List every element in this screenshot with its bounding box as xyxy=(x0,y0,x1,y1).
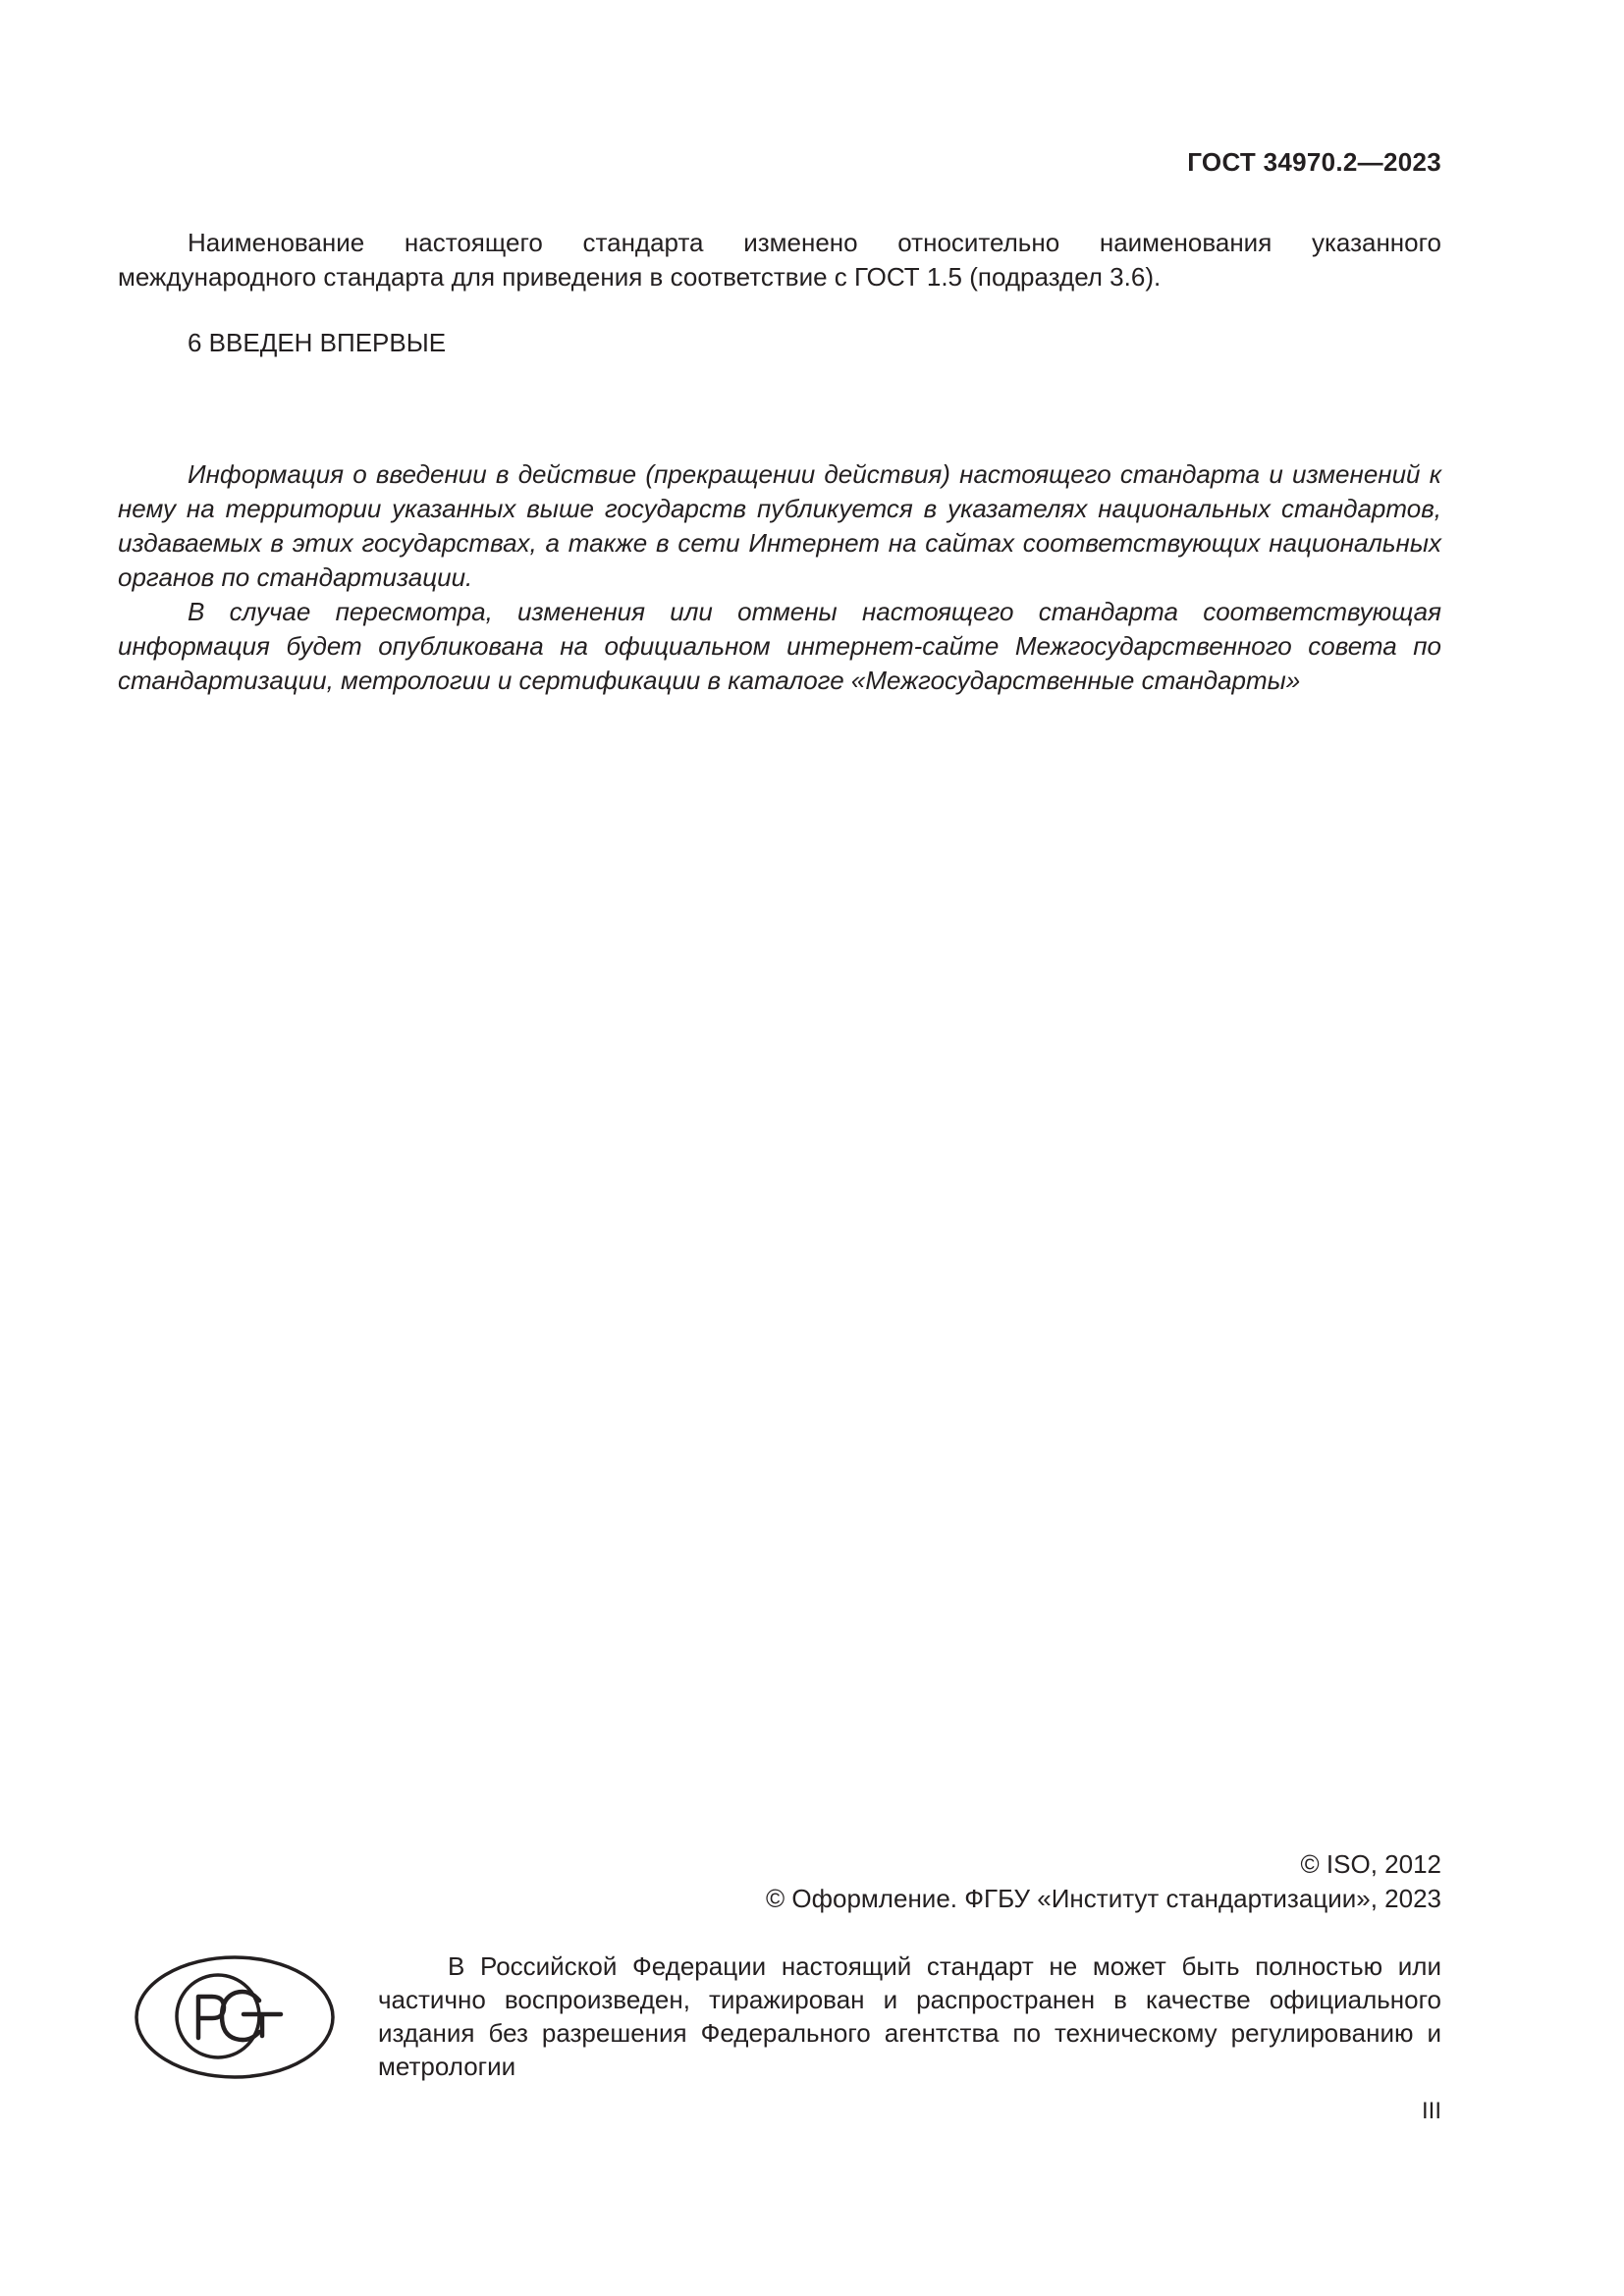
page-number: III xyxy=(1421,2098,1441,2124)
rst-certification-mark-icon xyxy=(134,1953,336,2081)
document-code: ГОСТ 34970.2—2023 xyxy=(1187,147,1441,177)
copyright-iso: © ISO, 2012 xyxy=(1300,1849,1441,1879)
copyright-design: © Оформление. ФГБУ «Институт стандартизации», 2023 xyxy=(766,1884,1441,1913)
publication-info-block xyxy=(118,457,1441,698)
name-change-note: Наименование настоящего стандарта изменено относительно наименования указанного международного стандарта для приведения в соответствие с ГОСТ 1.5 (подраздел 3.6). xyxy=(118,228,1441,292)
reproduction-notice: В Российской Федерации настоящий стандарт не может быть полностью или частично воспроизведен, тиражирован и распространен в качестве официального издания без разрешения Федерального агентства по техническому регулированию и метрологии xyxy=(378,1951,1441,2081)
revision-info-paragraph: В случае пересмотра, изменения или отмены настоящего стандарта соответствующая информация будет опубликована на официальном интернет-сайте Межгосударственного совета по стандартизации, метрологии и сертификации в каталоге «Межгосударственные стандарты» xyxy=(118,597,1441,695)
item-6-introduced-first-time: 6 ВВЕДЕН ВПЕРВЫЕ xyxy=(188,328,447,357)
publication-info-paragraph: Информация о введении в действие (прекращении действия) настоящего стандарта и изменений к нему на территории указанных выше государств публикуется в указателях национальных стандартов, издаваемых в этих государствах, а также в сети Интернет на сайтах соответствующих национальных органов по стандартизации. xyxy=(118,459,1441,592)
